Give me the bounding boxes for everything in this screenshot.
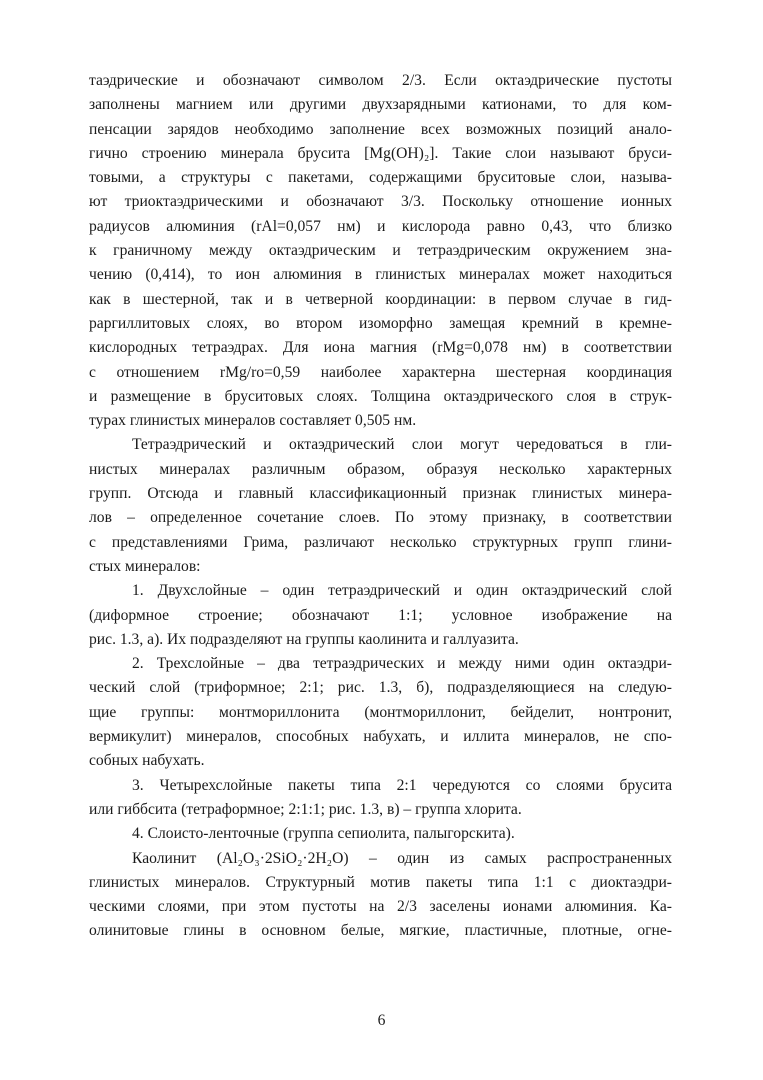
text-line: таэдрические и обозначают символом 2/3. Если октаэдрические пустоты [89, 72, 672, 89]
list-item-line: 1. Двухслойные – один тетраэдрический и один октаэдрический слой [132, 582, 672, 600]
list-item-line: ческий слой (триформное; 2:1; рис. 1.3, б), подразделяющиеся на следую- [89, 679, 672, 697]
list-item-line: 2. Трехслойные – два тетраэдрических и между ними один октаэдри- [132, 655, 672, 673]
list-item-line: рис. 1.3, а). Их подразделяют на группы каолинита и галлуазита. [89, 630, 519, 648]
list-item-line: 4. Слоисто-ленточные (группа сепиолита, палыгорскита). [132, 825, 515, 843]
text-line: нистых минералах различным образом, образуя несколько характерных [89, 460, 672, 478]
list-item-line: (диформное строение; обозначают 1:1; условное изображение на [89, 606, 672, 624]
text-line: глинистых минералов. Структурный мотив пакеты типа 1:1 с диоктаэдри- [89, 873, 672, 891]
text-line: раргиллитовых слоях, во втором изоморфно замещая кремний в кремне- [89, 314, 672, 332]
text-line: радиусов алюминия (rAl=0,057 нм) и кислорода равно 0,43, что близко [89, 217, 672, 235]
text-line: заполнены магнием или другими двухзарядными катионами, то для ком- [89, 96, 672, 114]
list-item-line: вермикулит) минералов, способных набухать, и иллита минералов, не спо- [89, 728, 672, 746]
text-line: с отношением rMg/ro=0,59 наиболее характерна шестерная координация [89, 363, 672, 381]
text-line: товыми, а структуры с пакетами, содержащими бруситовые слои, называ- [89, 169, 672, 187]
text-line: как в шестерной, так и в четверной координации: в первом случае в гид- [89, 290, 672, 308]
text-line: Каолинит (Al₂O₃·2SiO₂·2H₂O) – один из самых распространенных [132, 849, 672, 867]
text-line: лов – определенное сочетание слоев. По этому признаку, в соответствии [89, 509, 672, 527]
text-line: стых минералов: [89, 557, 201, 575]
text-line: с представлениями Грима, различают несколько структурных групп глини- [89, 533, 672, 551]
list-item-line: или гиббсита (тетраформное; 2:1:1; рис. 1.3, в) – группа хлорита. [89, 800, 522, 818]
list-item-line: 3. Четырехслойные пакеты типа 2:1 чередуются со слоями брусита [132, 776, 672, 794]
text-line: к граничному между октаэдрическим и тетраэдрическим окружением зна- [89, 242, 672, 260]
page-number: 6 [377, 1012, 386, 1029]
text-line: ют триоктаэдрическими и обозначают 3/3. Поскольку отношение ионных [89, 193, 672, 211]
text-line: чению (0,414), то ион алюминия в глинистых минералах может находиться [89, 266, 672, 284]
text-line: ческими слоями, при этом пустоты на 2/3 заселены ионами алюминия. Ка- [89, 898, 672, 916]
text-line: пенсации зарядов необходимо заполнение всех возможных позиций анало- [89, 120, 672, 138]
text-line: турах глинистых минералов составляет 0,505 нм. [89, 412, 417, 430]
text-line: групп. Отсюда и главный классификационный признак глинистых минера- [89, 485, 672, 503]
text-line: олинитовые глины в основном белые, мягкие, пластичные, плотные, огне- [89, 922, 672, 940]
text-line: Тетраэдрический и октаэдрический слои могут чередоваться в гли- [132, 436, 672, 454]
list-item-line: щие группы: монтмориллонита (монтмориллонит, бейделит, нонтронит, [89, 703, 672, 721]
text-line: и размещение в бруситовых слоях. Толщина октаэдрического слоя в струк- [89, 387, 672, 405]
body-text [89, 69, 672, 944]
list-item-line: собных набухать. [89, 752, 205, 770]
text-line: гично строению минерала брусита [Mg(OH)₂]. Такие слои называют бруси- [89, 144, 672, 162]
text-line: кислородных тетраэдрах. Для иона магния (rMg=0,078 нм) в соответствии [89, 339, 672, 357]
